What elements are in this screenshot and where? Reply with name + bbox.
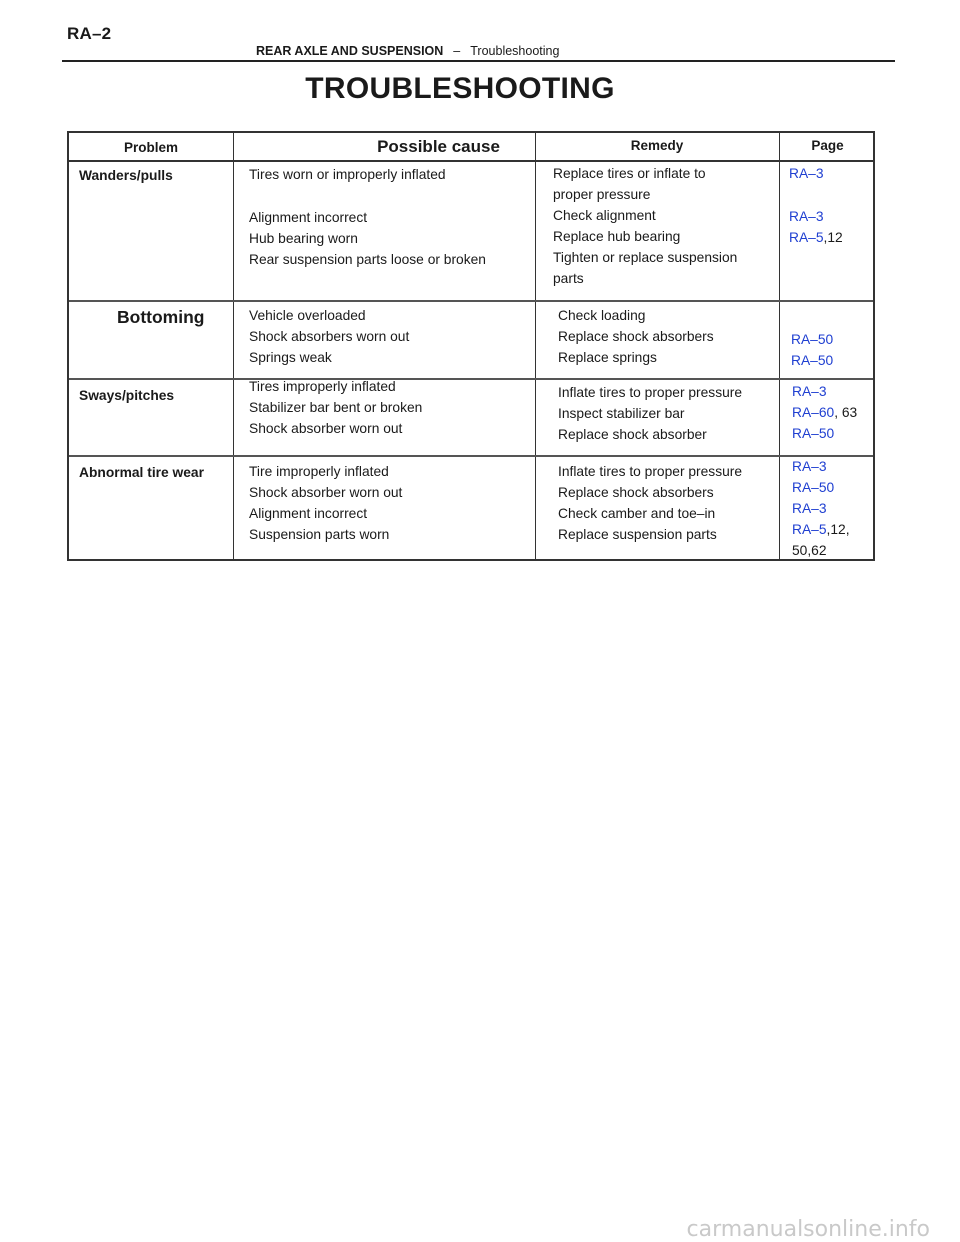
page-ref: 50,62	[792, 543, 827, 558]
cause-line: Shock absorber worn out	[249, 485, 403, 500]
remedy-line: Replace shock absorbers	[558, 329, 714, 344]
cause-line: Shock absorbers worn out	[249, 329, 410, 344]
cause-line: Tire improperly inflated	[249, 464, 389, 479]
page-link[interactable]: RA–50	[792, 426, 835, 441]
page-ref: RA–5,12,	[792, 522, 850, 537]
remedy-line: proper pressure	[553, 187, 651, 202]
remedies-abnormal-tire-wear	[558, 461, 742, 545]
page-link[interactable]: RA–3	[792, 501, 827, 516]
page-ref	[789, 163, 843, 184]
cause-line: Stabilizer bar bent or broken	[249, 400, 423, 415]
column-divider	[779, 133, 780, 559]
remedy-line: Check loading	[558, 308, 646, 323]
remedies-sways-pitches	[558, 382, 742, 445]
page-link[interactable]: RA–5	[789, 230, 824, 245]
page-ref	[789, 206, 843, 227]
row-divider	[69, 455, 873, 457]
pages-abnormal-tire-wear	[792, 456, 850, 561]
cause-line: Shock absorber worn out	[249, 421, 403, 436]
remedy-line: Replace tires or inflate to	[553, 166, 706, 181]
header-possible-cause: Possible cause	[377, 137, 500, 156]
header-problem: Problem	[123, 140, 178, 155]
separator: –	[453, 44, 461, 58]
problem-bottoming: Bottoming	[117, 307, 205, 327]
cause-line: Alignment incorrect	[249, 506, 368, 521]
page-link[interactable]: RA–3	[792, 384, 827, 399]
column-divider	[233, 133, 234, 559]
causes-bottoming	[249, 305, 409, 368]
cause-line: Suspension parts worn	[249, 527, 390, 542]
remedy-line: Check alignment	[553, 208, 656, 223]
remedies-bottoming	[558, 305, 714, 368]
pages-bottoming	[791, 329, 833, 371]
cause-line: Tires improperly inflated	[249, 379, 396, 394]
page-link[interactable]: RA–60	[792, 405, 835, 420]
remedy-line: parts	[553, 271, 584, 286]
problem-abnormal-tire-wear: Abnormal tire wear	[79, 465, 204, 480]
header-page: Page	[811, 138, 844, 153]
page-gap	[789, 184, 843, 206]
remedies-wanders-pulls	[553, 163, 737, 289]
header-divider	[69, 160, 873, 162]
page-title: TROUBLESHOOTING	[305, 72, 615, 105]
pages-wanders-pulls	[789, 163, 843, 248]
page-link[interactable]: RA–3	[792, 459, 827, 474]
page-number: RA–2	[67, 24, 112, 43]
remedy-line: Inflate tires to proper pressure	[558, 464, 743, 479]
remedy-line: Inspect stabilizer bar	[558, 406, 685, 421]
page-ref	[792, 381, 857, 402]
remedy-line: Replace hub bearing	[553, 229, 681, 244]
remedy-line: Replace shock absorbers	[558, 485, 714, 500]
remedy-line: Replace suspension parts	[558, 527, 717, 542]
causes-abnormal-tire-wear	[249, 461, 402, 545]
remedy-line: Tighten or replace suspension	[553, 250, 738, 265]
page-ref	[792, 456, 850, 477]
page-ref	[791, 350, 833, 371]
page-link[interactable]: RA–50	[791, 332, 834, 347]
cause-line: Hub bearing worn	[249, 231, 358, 246]
remedy-line: Replace springs	[558, 350, 657, 365]
page-link[interactable]: RA–50	[791, 353, 834, 368]
section-title: REAR AXLE AND SUSPENSION	[256, 44, 444, 58]
page-link[interactable]: RA–3	[789, 209, 824, 224]
cause-gap	[249, 185, 486, 207]
page-ref	[792, 423, 857, 444]
header-remedy: Remedy	[630, 138, 684, 153]
remedy-line: Check camber and toe–in	[558, 506, 716, 521]
problem-wanders-pulls: Wanders/pulls	[79, 168, 173, 183]
problem-sways-pitches: Sways/pitches	[79, 388, 175, 403]
page-link[interactable]: RA–3	[789, 166, 824, 181]
running-head	[256, 44, 559, 58]
page-ref: RA–60, 63	[792, 405, 858, 420]
page-ref	[792, 477, 850, 498]
page-ref	[791, 329, 833, 350]
cause-line: Springs weak	[249, 350, 332, 365]
watermark-footer: carmanualsonline.info	[686, 1217, 930, 1242]
causes-sways-pitches	[249, 376, 422, 439]
page-link[interactable]: RA–5	[792, 522, 827, 537]
causes-wanders-pulls	[249, 164, 486, 270]
subsection-title: Troubleshooting	[470, 44, 560, 58]
troubleshooting-table	[67, 131, 875, 561]
page-link[interactable]: RA–50	[792, 480, 835, 495]
remedy-line: Replace shock absorber	[558, 427, 707, 442]
column-divider	[535, 133, 536, 559]
header-rule	[62, 60, 895, 62]
row-divider	[69, 378, 873, 380]
page-ref	[792, 498, 850, 519]
cause-line: Vehicle overloaded	[249, 308, 366, 323]
row-divider	[69, 300, 873, 302]
cause-line: Rear suspension parts loose or broken	[249, 252, 486, 267]
pages-sways-pitches	[792, 381, 857, 444]
page-ref: RA–5,12	[789, 230, 843, 245]
cause-line: Tires worn or improperly inflated	[249, 167, 446, 182]
cause-line: Alignment incorrect	[249, 210, 368, 225]
remedy-line: Inflate tires to proper pressure	[558, 385, 743, 400]
